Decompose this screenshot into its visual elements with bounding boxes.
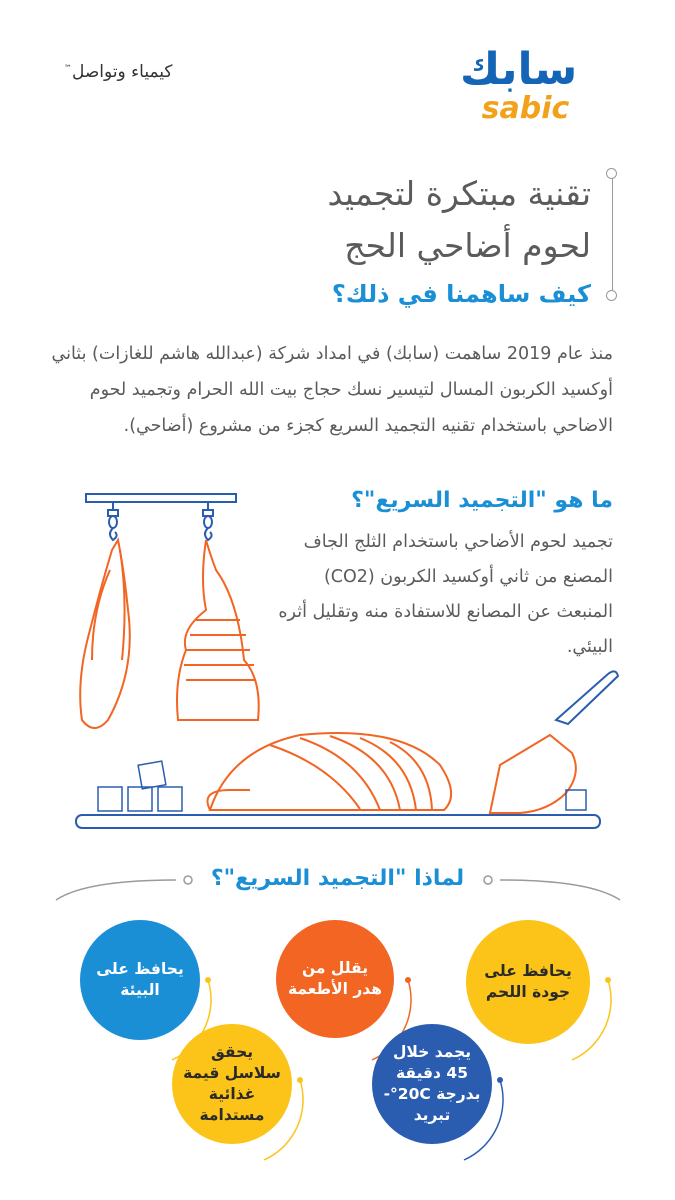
- hanging-meat-right: [177, 540, 259, 720]
- benefit-circle-environment: يحافظ على البيئة: [80, 920, 200, 1040]
- divider-dot-bottom: [606, 290, 617, 301]
- title-divider: [612, 172, 613, 294]
- what-is-answer: تجميد لحوم الأضاحي باستخدام الثلج الجاف المصنع من ثاني أوكسيد الكربون (CO2) المنبعث عن المصانع للاستفادة منه وتقليل أثره البيئي.: [278, 532, 613, 657]
- benefit-circle-sustainable: يحقق سلاسل قيمة غذائية مستدامة: [172, 1024, 292, 1144]
- benefit-circle-quality: يحافظ على جودة اللحم: [466, 920, 590, 1044]
- logo-english: sabic: [481, 91, 570, 126]
- tagline: كيمياء وتواصل™: [64, 62, 173, 82]
- divider-dot-top: [606, 168, 617, 179]
- meat-illustration: [0, 480, 675, 840]
- benefit-circle-freeze-time: يجمد خلال 45 دقيقة بدرجة 20C°- تبريد: [372, 1024, 492, 1144]
- benefit-circle-waste: يقلل من هدر الأطعمة: [276, 920, 394, 1038]
- meat-hooks: [108, 502, 213, 540]
- sabic-logo: [460, 44, 578, 126]
- hanging-meat-left: [80, 540, 130, 728]
- page-subtitle: كيف ساهمنا في ذلك؟: [331, 280, 591, 308]
- what-is-heading: ما هو "التجميد السريع"؟: [351, 488, 613, 513]
- cutting-board: [76, 815, 600, 828]
- intro-paragraph: منذ عام 2019 ساهمت (سابك) في امداد شركة (عبدالله هاشم للغازات) بثاني أوكسيد الكربون المسال لتيسير نسك حجاج بيت الله الحرام وتجميد لحوم الاضاحي باستخدام تقنيه التجميد السريع كجزء من مشروع (أضاحي).: [51, 344, 613, 436]
- lying-meat: [208, 733, 452, 810]
- knife-blade: [490, 735, 576, 813]
- page-title: تقنية مبتكرة لتجميد لحوم أضاحي الحج: [327, 174, 591, 265]
- knife: [556, 671, 618, 724]
- logo-arabic: سابك: [460, 44, 578, 95]
- why-heading: لماذا "التجميد السريع"؟: [210, 866, 465, 891]
- hanging-rail: [86, 494, 236, 502]
